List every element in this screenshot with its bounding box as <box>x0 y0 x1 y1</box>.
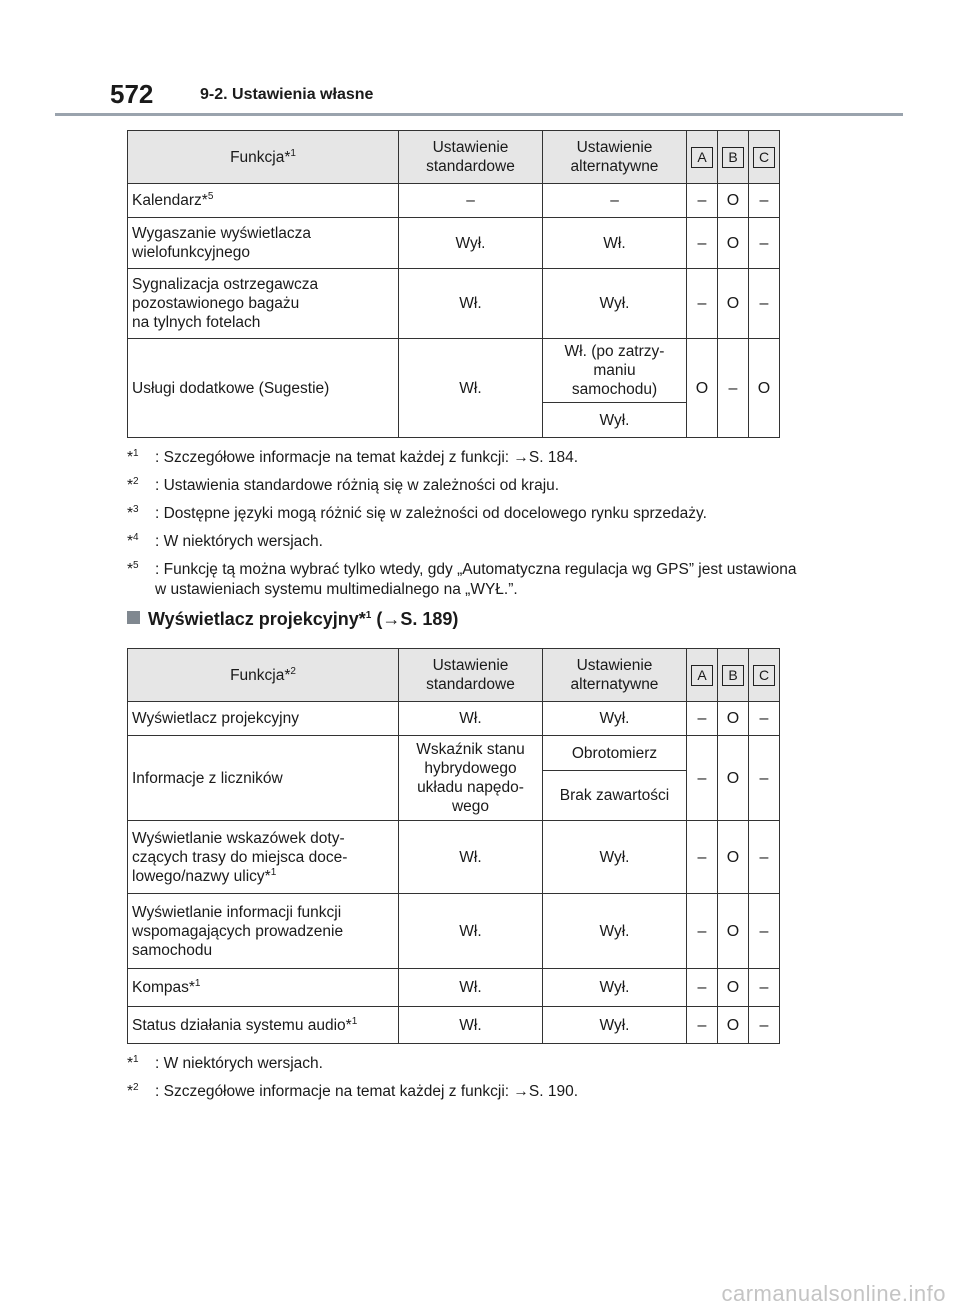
row-mark-a: – <box>687 702 718 736</box>
row-alternative: Wył. <box>543 269 687 339</box>
row-mark-c: – <box>749 218 780 269</box>
row-mark-a: – <box>687 736 718 821</box>
col-alternative-header: Ustawienie alternatywne <box>543 131 687 184</box>
row-standard: Wskaźnik stanu hybrydowego układu napędo- wego <box>399 736 543 821</box>
footnote: *$^5$ : Funkcję tą można wybrać tylko wtedy, gdy „Automatyczna regulacja wg GPS” jest ustawiona w ustawieniach systemu multimedialnego na „WYŁ.”. <box>127 559 797 598</box>
col-b-header <box>718 649 749 702</box>
row-mark-a: – <box>687 969 718 1007</box>
row-mark-b: – <box>718 339 749 438</box>
row-alternative: Wył. <box>543 821 687 894</box>
col-function-header: Funkcja*$^1$ <box>128 131 399 184</box>
header-rule <box>55 113 903 116</box>
row-mark-a: – <box>687 821 718 894</box>
row-function: Wygaszanie wyświetlacza wielofunkcyjnego <box>128 218 399 269</box>
row-standard: Wł. <box>399 1007 543 1044</box>
row-alternative: Wył. <box>543 1007 687 1044</box>
row-mark-a: O <box>687 339 718 438</box>
row-alternative: Wł. (po zatrzy- maniu samochodu) <box>543 339 687 403</box>
table-row <box>128 969 780 1007</box>
col-c-header <box>749 649 780 702</box>
row-standard: Wł. <box>399 702 543 736</box>
footnote: *$^2$ : Szczegółowe informacje na temat każdej z funkcji: →S. 190. <box>127 1081 579 1100</box>
table-row <box>128 269 780 339</box>
col-a-header <box>687 131 718 184</box>
footnotes-1 <box>127 448 807 608</box>
row-mark-b: O <box>718 1007 749 1044</box>
col-c-header <box>749 131 780 184</box>
row-mark-b: O <box>718 821 749 894</box>
row-standard: Wł. <box>399 269 543 339</box>
watermark: carmanualsonline.info <box>721 1281 946 1306</box>
row-mark-c: – <box>749 736 780 821</box>
subheading-head-up-display: Wyświetlacz projekcyjny*$^1$ (→S. 189) <box>127 607 458 631</box>
table-header-row <box>128 649 780 702</box>
row-alternative: Obrotomierz <box>543 736 687 771</box>
row-function: Usługi dodatkowe (Sugestie) <box>128 339 399 438</box>
col-b-header <box>718 131 749 184</box>
letter-b-box: B <box>722 147 744 168</box>
footnote: *$^3$ : Dostępne języki mogą różnić się w zależności od docelowego rynku sprzedaży. <box>127 503 707 522</box>
row-function: Sygnalizacja ostrzegawcza pozostawionego bagażu na tylnych fotelach <box>128 269 399 339</box>
row-standard: Wł. <box>399 894 543 969</box>
col-function-header: Funkcja*$^2$ <box>128 649 399 702</box>
row-mark-a: – <box>687 269 718 339</box>
letter-c-box: C <box>753 665 775 686</box>
table-header-row <box>128 131 780 184</box>
row-alternative: Wył. <box>543 969 687 1007</box>
letter-b-box: B <box>722 665 744 686</box>
footnote: *$^2$ : Ustawienia standardowe różnią się w zależności od kraju. <box>127 475 560 494</box>
table-row <box>128 1007 780 1044</box>
row-alternative: Wył. <box>543 894 687 969</box>
letter-a-box: A <box>691 665 713 686</box>
table-row <box>128 702 780 736</box>
settings-table-2 <box>127 648 780 1044</box>
row-standard: Wł. <box>399 969 543 1007</box>
row-mark-c: O <box>749 339 780 438</box>
row-mark-c: – <box>749 184 780 218</box>
row-function: Kalendarz*$^5$ <box>128 184 399 218</box>
row-mark-c: – <box>749 269 780 339</box>
row-function: Status działania systemu audio*$^1$ <box>128 1007 399 1044</box>
footnotes-2 <box>127 1054 807 1110</box>
row-standard: Wł. <box>399 821 543 894</box>
row-alternative: Wł. <box>543 218 687 269</box>
page-header <box>110 80 910 108</box>
section-title: 9-2. Ustawienia własne <box>200 86 374 103</box>
letter-a-box: A <box>691 147 713 168</box>
row-function: Wyświetlanie wskazówek doty- czących trasy do miejsca doce- lowego/nazwy ulicy*$^1$ <box>128 821 399 894</box>
row-function: Wyświetlacz projekcyjny <box>128 702 399 736</box>
row-standard: Wył. <box>399 218 543 269</box>
square-bullet-icon <box>127 611 140 624</box>
footnote: *$^1$ : W niektórych wersjach. <box>127 1053 323 1072</box>
row-mark-a: – <box>687 184 718 218</box>
col-standard-header: Ustawienie standardowe <box>399 131 543 184</box>
table-row <box>128 218 780 269</box>
row-mark-b: O <box>718 184 749 218</box>
footnote: *$^4$ : W niektórych wersjach. <box>127 531 323 550</box>
row-standard: – <box>399 184 543 218</box>
row-mark-c: – <box>749 702 780 736</box>
row-mark-c: – <box>749 894 780 969</box>
table-row <box>128 894 780 969</box>
row-mark-a: – <box>687 1007 718 1044</box>
row-alternative: Wył. <box>543 702 687 736</box>
row-alternative: Wył. <box>543 403 687 438</box>
row-alternative: Brak zawartości <box>543 771 687 821</box>
row-mark-b: O <box>718 736 749 821</box>
table-row <box>128 184 780 218</box>
row-alternative: – <box>543 184 687 218</box>
letter-c-box: C <box>753 147 775 168</box>
page-number: 572 <box>110 79 154 109</box>
settings-table-1 <box>127 130 780 438</box>
row-mark-b: O <box>718 894 749 969</box>
col-alternative-header: Ustawienie alternatywne <box>543 649 687 702</box>
row-function: Informacje z liczników <box>128 736 399 821</box>
row-mark-a: – <box>687 894 718 969</box>
row-mark-b: O <box>718 969 749 1007</box>
row-mark-c: – <box>749 1007 780 1044</box>
row-standard: Wł. <box>399 339 543 438</box>
row-function: Wyświetlanie informacji funkcji wspomagających prowadzenie samochodu <box>128 894 399 969</box>
row-mark-b: O <box>718 218 749 269</box>
row-mark-a: – <box>687 218 718 269</box>
col-a-header <box>687 649 718 702</box>
row-mark-c: – <box>749 969 780 1007</box>
table-row <box>128 736 780 771</box>
row-mark-b: O <box>718 702 749 736</box>
table-row <box>128 821 780 894</box>
row-function: Kompas*$^1$ <box>128 969 399 1007</box>
col-standard-header: Ustawienie standardowe <box>399 649 543 702</box>
table-row <box>128 339 780 403</box>
row-mark-c: – <box>749 821 780 894</box>
footnote: *$^1$ : Szczegółowe informacje na temat każdej z funkcji: →S. 184. <box>127 447 579 466</box>
row-mark-b: O <box>718 269 749 339</box>
